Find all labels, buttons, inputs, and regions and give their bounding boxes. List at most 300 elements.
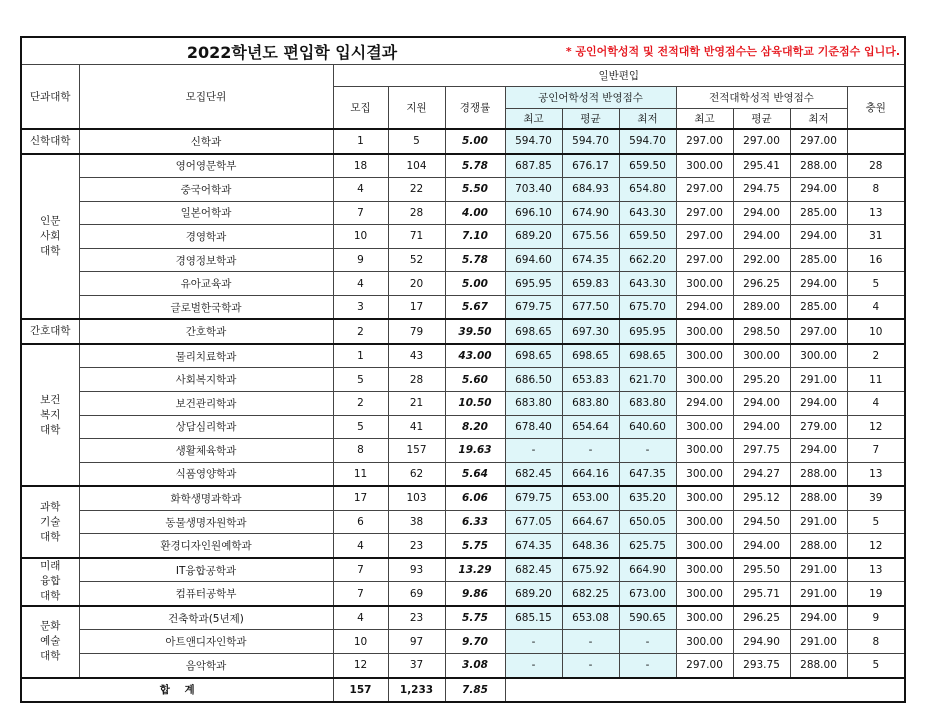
lang-max-cell: 698.65 [505,344,562,368]
header-college: 단과대학 [21,65,79,130]
rate-cell: 10.50 [445,392,505,416]
table-row [21,272,905,296]
rate-cell: 19.63 [445,439,505,463]
applicants-cell: 157 [388,439,445,463]
quota-cell: 1 [333,129,388,154]
filled-cell: 28 [847,154,905,178]
prev-max-cell: 300.00 [676,154,733,178]
prev-min-cell: 294.00 [790,225,847,249]
lang-min-cell: 698.65 [619,344,676,368]
college-name: 인문 사회 대학 [21,154,79,320]
lang-avg-cell: 664.67 [562,510,619,534]
prev-min-cell: 285.00 [790,295,847,319]
lang-min-cell: 695.95 [619,319,676,344]
unit-name: 사회복지학과 [79,368,333,392]
table-row [21,510,905,534]
rate-cell: 6.06 [445,486,505,510]
quota-cell: 4 [333,534,388,558]
prev-min-cell: 291.00 [790,368,847,392]
table-row [21,630,905,654]
unit-name: 아트앤디자인학과 [79,630,333,654]
rate-cell: 8.20 [445,415,505,439]
lang-max-cell: 695.95 [505,272,562,296]
lang-max-cell: 694.60 [505,248,562,272]
prev-avg-cell: 297.75 [733,439,790,463]
college-name: 과학 기술 대학 [21,486,79,558]
unit-name: 경영정보학과 [79,248,333,272]
filled-cell: 19 [847,582,905,606]
lang-avg-cell: 653.83 [562,368,619,392]
table-row [21,486,905,510]
quota-cell: 18 [333,154,388,178]
quota-cell: 10 [333,630,388,654]
prev-avg-cell: 298.50 [733,319,790,344]
applicants-cell: 41 [388,415,445,439]
prev-min-cell: 288.00 [790,462,847,486]
unit-name: 컴퓨터공학부 [79,582,333,606]
lang-avg-cell: 675.92 [562,558,619,582]
prev-min-cell: 288.00 [790,654,847,678]
unit-name: 글로벌한국학과 [79,295,333,319]
lang-max-cell: 698.65 [505,319,562,344]
quota-cell: 6 [333,510,388,534]
prev-max-cell: 300.00 [676,272,733,296]
lang-avg-cell: 683.80 [562,392,619,416]
filled-cell [847,129,905,154]
total-applicants: 1,233 [388,678,445,702]
prev-max-cell: 300.00 [676,415,733,439]
lang-max-cell: 689.20 [505,225,562,249]
filled-cell: 12 [847,534,905,558]
lang-avg-cell: 675.56 [562,225,619,249]
unit-name: 환경디자인원예학과 [79,534,333,558]
lang-min-cell: 662.20 [619,248,676,272]
prev-avg-cell: 295.71 [733,582,790,606]
table-row [21,225,905,249]
prev-min-cell: 279.00 [790,415,847,439]
prev-avg-cell: 297.00 [733,129,790,154]
prev-min-cell: 288.00 [790,534,847,558]
header-prev-group: 전적대학성적 반영점수 [676,87,847,109]
lang-min-cell: 647.35 [619,462,676,486]
lang-min-cell: 654.80 [619,178,676,202]
applicants-cell: 103 [388,486,445,510]
lang-max-cell: 682.45 [505,558,562,582]
rate-cell: 5.64 [445,462,505,486]
filled-cell: 7 [847,439,905,463]
unit-name: IT융합공학과 [79,558,333,582]
filled-cell: 39 [847,486,905,510]
lang-min-cell: 683.80 [619,392,676,416]
unit-name: 신학과 [79,129,333,154]
table-row [21,654,905,678]
applicants-cell: 97 [388,630,445,654]
quota-cell: 9 [333,248,388,272]
lang-min-cell: 673.00 [619,582,676,606]
table-row [21,178,905,202]
filled-cell: 2 [847,344,905,368]
prev-min-cell: 297.00 [790,129,847,154]
lang-min-cell: 675.70 [619,295,676,319]
quota-cell: 5 [333,415,388,439]
prev-max-cell: 297.00 [676,178,733,202]
lang-min-cell: - [619,439,676,463]
prev-max-cell: 297.00 [676,248,733,272]
prev-max-cell: 300.00 [676,582,733,606]
lang-min-cell: 643.30 [619,272,676,296]
quota-cell: 11 [333,462,388,486]
unit-name: 건축학과(5년제) [79,606,333,630]
table-body [21,37,905,702]
prev-max-cell: 300.00 [676,439,733,463]
total-rate: 7.85 [445,678,505,702]
applicants-cell: 93 [388,558,445,582]
lang-avg-cell: 682.25 [562,582,619,606]
prev-min-cell: 294.00 [790,392,847,416]
quota-cell: 10 [333,225,388,249]
applicants-cell: 79 [388,319,445,344]
prev-max-cell: 300.00 [676,462,733,486]
rate-cell: 5.78 [445,248,505,272]
applicants-cell: 28 [388,368,445,392]
applicants-cell: 23 [388,534,445,558]
prev-max-cell: 300.00 [676,319,733,344]
prev-min-cell: 288.00 [790,154,847,178]
lang-avg-cell: 698.65 [562,344,619,368]
college-name: 간호대학 [21,319,79,344]
quota-cell: 17 [333,486,388,510]
quota-cell: 4 [333,606,388,630]
header-prev-min: 최저 [790,109,847,130]
lang-avg-cell: 594.70 [562,129,619,154]
rate-cell: 3.08 [445,654,505,678]
lang-max-cell: 594.70 [505,129,562,154]
prev-avg-cell: 294.00 [733,415,790,439]
lang-avg-cell: 664.16 [562,462,619,486]
filled-cell: 13 [847,201,905,225]
quota-cell: 12 [333,654,388,678]
lang-min-cell: 664.90 [619,558,676,582]
applicants-cell: 52 [388,248,445,272]
lang-avg-cell: 677.50 [562,295,619,319]
total-blank [505,678,905,702]
lang-min-cell: - [619,630,676,654]
filled-cell: 5 [847,510,905,534]
applicants-cell: 37 [388,654,445,678]
quota-cell: 5 [333,368,388,392]
applicants-cell: 104 [388,154,445,178]
quota-cell: 3 [333,295,388,319]
unit-name: 생활체육학과 [79,439,333,463]
college-name: 보건 복지 대학 [21,344,79,486]
applicants-cell: 28 [388,201,445,225]
table-row [21,368,905,392]
college-name: 문화 예술 대학 [21,606,79,678]
prev-avg-cell: 294.27 [733,462,790,486]
header-lang-min: 최저 [619,109,676,130]
lang-min-cell: 590.65 [619,606,676,630]
rate-cell: 5.00 [445,129,505,154]
rate-cell: 5.50 [445,178,505,202]
lang-max-cell: - [505,439,562,463]
quota-cell: 1 [333,344,388,368]
table-row [21,319,905,344]
table-row [21,415,905,439]
lang-max-cell: 696.10 [505,201,562,225]
lang-max-cell: 703.40 [505,178,562,202]
table-row [21,248,905,272]
table-row [21,392,905,416]
lang-max-cell: 674.35 [505,534,562,558]
lang-max-cell: 677.05 [505,510,562,534]
prev-min-cell: 294.00 [790,178,847,202]
prev-min-cell: 291.00 [790,630,847,654]
lang-avg-cell: 674.35 [562,248,619,272]
lang-max-cell: 679.75 [505,486,562,510]
rate-cell: 9.70 [445,630,505,654]
lang-max-cell: - [505,654,562,678]
prev-max-cell: 300.00 [676,630,733,654]
rate-cell: 13.29 [445,558,505,582]
applicants-cell: 62 [388,462,445,486]
lang-min-cell: 643.30 [619,201,676,225]
prev-avg-cell: 300.00 [733,344,790,368]
rate-cell: 5.67 [445,295,505,319]
lang-min-cell: 625.75 [619,534,676,558]
table-row [21,582,905,606]
lang-max-cell: 687.85 [505,154,562,178]
filled-cell: 5 [847,654,905,678]
prev-avg-cell: 295.12 [733,486,790,510]
prev-max-cell: 297.00 [676,225,733,249]
lang-avg-cell: 653.08 [562,606,619,630]
prev-min-cell: 294.00 [790,439,847,463]
filled-cell: 13 [847,558,905,582]
prev-min-cell: 294.00 [790,606,847,630]
filled-cell: 9 [847,606,905,630]
prev-avg-cell: 294.00 [733,225,790,249]
quota-cell: 7 [333,201,388,225]
filled-cell: 12 [847,415,905,439]
applicants-cell: 5 [388,129,445,154]
lang-min-cell: 659.50 [619,225,676,249]
prev-min-cell: 291.00 [790,510,847,534]
lang-max-cell: - [505,630,562,654]
rate-cell: 39.50 [445,319,505,344]
note-text: * 공인어학성적 및 전적대학 반영점수는 삼육대학교 기준점수 입니다. [562,37,905,65]
rate-cell: 43.00 [445,344,505,368]
lang-min-cell: - [619,654,676,678]
prev-min-cell: 294.00 [790,272,847,296]
applicants-cell: 17 [388,295,445,319]
prev-max-cell: 300.00 [676,606,733,630]
filled-cell: 31 [847,225,905,249]
rate-cell: 5.78 [445,154,505,178]
lang-max-cell: 686.50 [505,368,562,392]
prev-max-cell: 297.00 [676,201,733,225]
prev-min-cell: 288.00 [790,486,847,510]
college-name: 미래 융합 대학 [21,558,79,606]
lang-avg-cell: 653.00 [562,486,619,510]
filled-cell: 16 [847,248,905,272]
rate-cell: 9.86 [445,582,505,606]
applicants-cell: 23 [388,606,445,630]
prev-avg-cell: 293.75 [733,654,790,678]
prev-avg-cell: 295.41 [733,154,790,178]
unit-name: 식품영양학과 [79,462,333,486]
header-lang-group: 공인어학성적 반영점수 [505,87,676,109]
lang-min-cell: 659.50 [619,154,676,178]
lang-avg-cell: 659.83 [562,272,619,296]
prev-min-cell: 291.00 [790,558,847,582]
header-prev-max: 최고 [676,109,733,130]
unit-name: 유아교육과 [79,272,333,296]
lang-min-cell: 621.70 [619,368,676,392]
total-quota: 157 [333,678,388,702]
header-lang-avg: 평균 [562,109,619,130]
prev-min-cell: 291.00 [790,582,847,606]
lang-avg-cell: 676.17 [562,154,619,178]
prev-min-cell: 297.00 [790,319,847,344]
rate-cell: 7.10 [445,225,505,249]
filled-cell: 8 [847,178,905,202]
quota-cell: 4 [333,178,388,202]
rate-cell: 5.75 [445,606,505,630]
header-prev-avg: 평균 [733,109,790,130]
prev-max-cell: 300.00 [676,486,733,510]
unit-name: 영어영문학부 [79,154,333,178]
unit-name: 간호학과 [79,319,333,344]
prev-avg-cell: 294.50 [733,510,790,534]
prev-avg-cell: 295.20 [733,368,790,392]
lang-max-cell: 683.80 [505,392,562,416]
prev-max-cell: 300.00 [676,368,733,392]
lang-avg-cell: 697.30 [562,319,619,344]
prev-avg-cell: 294.00 [733,392,790,416]
rate-cell: 5.75 [445,534,505,558]
filled-cell: 4 [847,392,905,416]
prev-max-cell: 294.00 [676,295,733,319]
filled-cell: 11 [847,368,905,392]
filled-cell: 8 [847,630,905,654]
table-row [21,439,905,463]
prev-avg-cell: 294.90 [733,630,790,654]
unit-name: 일본어학과 [79,201,333,225]
quota-cell: 7 [333,558,388,582]
unit-name: 음악학과 [79,654,333,678]
applicants-cell: 22 [388,178,445,202]
quota-cell: 8 [333,439,388,463]
unit-name: 중국어학과 [79,178,333,202]
header-rate: 경쟁률 [445,87,505,130]
prev-max-cell: 297.00 [676,654,733,678]
quota-cell: 2 [333,319,388,344]
applicants-cell: 71 [388,225,445,249]
applicants-cell: 38 [388,510,445,534]
header-unit: 모집단위 [79,65,333,130]
quota-cell: 7 [333,582,388,606]
lang-avg-cell: 654.64 [562,415,619,439]
prev-avg-cell: 294.00 [733,201,790,225]
rate-cell: 6.33 [445,510,505,534]
table-row [21,534,905,558]
unit-name: 동물생명자원학과 [79,510,333,534]
results-sheet [20,36,904,697]
prev-max-cell: 300.00 [676,510,733,534]
prev-avg-cell: 296.25 [733,272,790,296]
lang-min-cell: 635.20 [619,486,676,510]
lang-min-cell: 650.05 [619,510,676,534]
page-title: 2022학년도 편입학 입시결과 [21,37,562,65]
unit-name: 상담심리학과 [79,415,333,439]
unit-name: 물리치료학과 [79,344,333,368]
filled-cell: 5 [847,272,905,296]
filled-cell: 10 [847,319,905,344]
table-row [21,558,905,582]
lang-max-cell: 685.15 [505,606,562,630]
applicants-cell: 69 [388,582,445,606]
header-applicants: 지원 [388,87,445,130]
prev-min-cell: 285.00 [790,201,847,225]
prev-avg-cell: 295.50 [733,558,790,582]
header-quota: 모집 [333,87,388,130]
quota-cell: 4 [333,272,388,296]
header-lang-max: 최고 [505,109,562,130]
table-row [21,154,905,178]
lang-max-cell: 682.45 [505,462,562,486]
lang-avg-cell: 674.90 [562,201,619,225]
header-filled: 충원 [847,87,905,130]
table-row [21,606,905,630]
rate-cell: 4.00 [445,201,505,225]
table-row [21,344,905,368]
prev-avg-cell: 294.00 [733,534,790,558]
results-table [20,36,906,703]
table-row [21,201,905,225]
filled-cell: 4 [847,295,905,319]
unit-name: 화학생명과학과 [79,486,333,510]
applicants-cell: 43 [388,344,445,368]
quota-cell: 2 [333,392,388,416]
lang-avg-cell: - [562,439,619,463]
applicants-cell: 20 [388,272,445,296]
prev-avg-cell: 294.75 [733,178,790,202]
total-row [21,678,905,702]
unit-name: 보건관리학과 [79,392,333,416]
table-row [21,462,905,486]
rate-cell: 5.60 [445,368,505,392]
prev-max-cell: 300.00 [676,534,733,558]
unit-name: 경영학과 [79,225,333,249]
prev-max-cell: 297.00 [676,129,733,154]
lang-max-cell: 689.20 [505,582,562,606]
table-row [21,129,905,154]
prev-avg-cell: 296.25 [733,606,790,630]
lang-min-cell: 594.70 [619,129,676,154]
prev-max-cell: 300.00 [676,344,733,368]
college-name: 신학대학 [21,129,79,154]
filled-cell: 13 [847,462,905,486]
prev-avg-cell: 292.00 [733,248,790,272]
prev-avg-cell: 289.00 [733,295,790,319]
total-label: 합 계 [21,678,333,702]
applicants-cell: 21 [388,392,445,416]
prev-max-cell: 294.00 [676,392,733,416]
lang-max-cell: 679.75 [505,295,562,319]
lang-avg-cell: 684.93 [562,178,619,202]
lang-min-cell: 640.60 [619,415,676,439]
lang-max-cell: 678.40 [505,415,562,439]
